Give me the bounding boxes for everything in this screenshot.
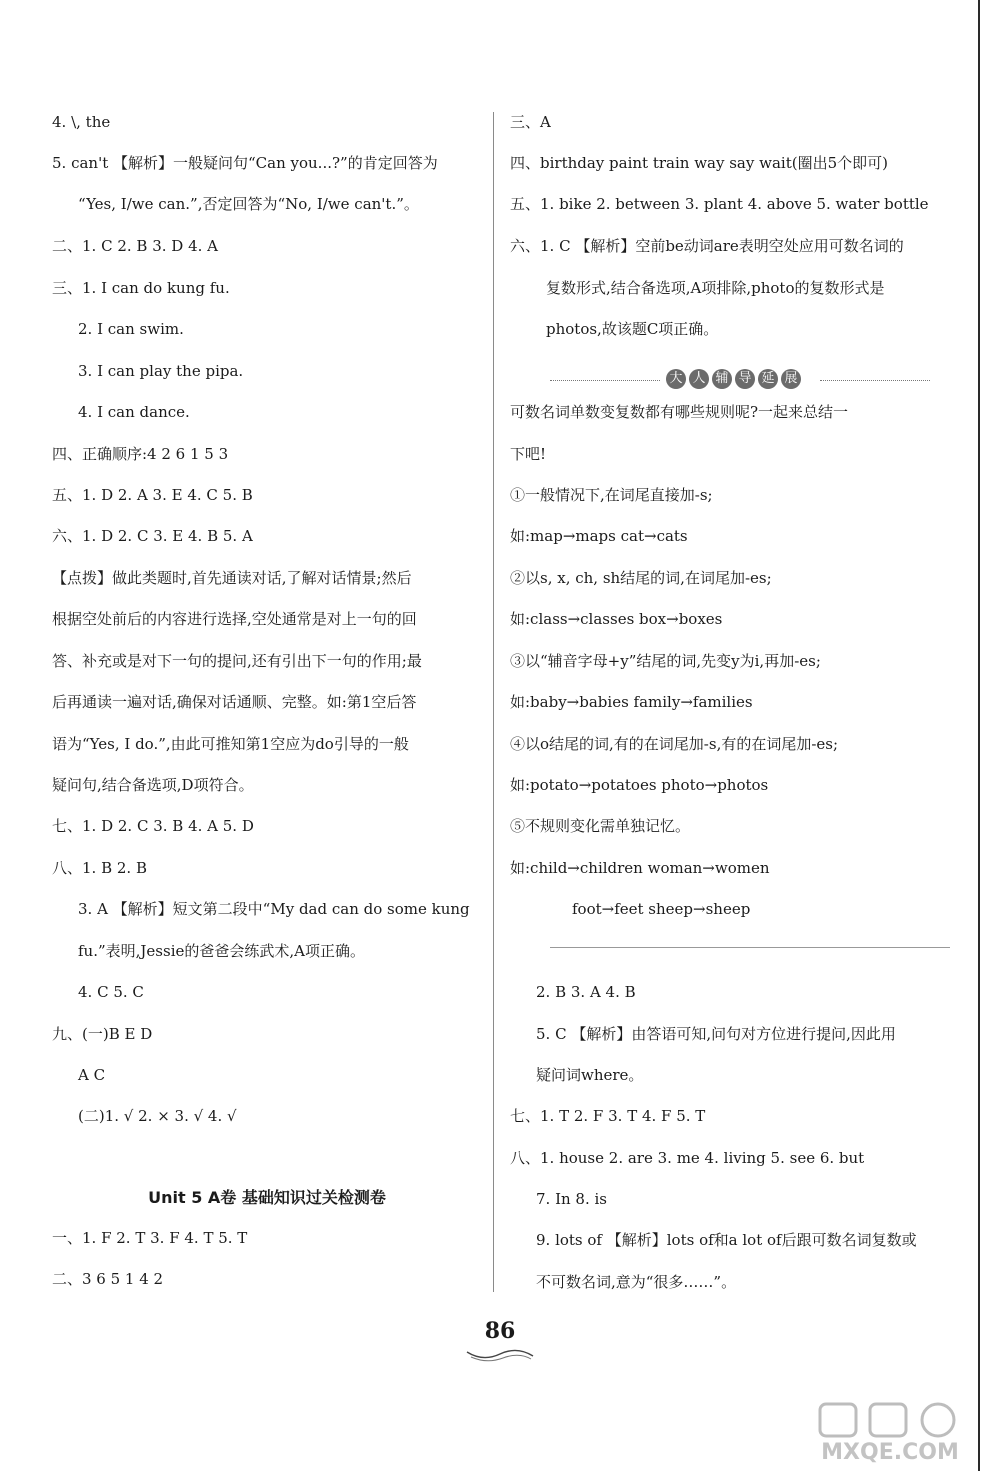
answer-line: 六、1. C 【解析】空前be动词are表明空处应用可数名词的: [510, 237, 904, 255]
tutoring-extension-banner: [550, 369, 930, 393]
answer-line: 不可数名词,意为“很多……”。: [536, 1273, 737, 1291]
rule-line: 可数名词单数变复数都有哪些规则呢?一起来总结一: [510, 403, 849, 421]
banner-char: 导: [735, 369, 755, 389]
answer-line: 疑问词where。: [536, 1066, 644, 1084]
rule-line: 如:potato→potatoes photo→photos: [510, 776, 769, 794]
banner-char: 大: [666, 369, 686, 389]
answer-line: 五、1. D 2. A 3. E 4. C 5. B: [52, 486, 253, 504]
answer-line: 三、A: [510, 113, 551, 131]
answer-line: 7. In 8. is: [536, 1190, 608, 1208]
rule-line: ③以“辅音字母+y”结尾的词,先变y为i,再加-es;: [510, 652, 821, 670]
tip-line: 语为“Yes, I do.”,由此可推知第1空应为do引导的一般: [52, 735, 409, 753]
answer-line: 八、1. B 2. B: [52, 859, 147, 877]
answer-line: 2. I can swim.: [78, 320, 184, 338]
banner-char: 展: [781, 369, 801, 389]
answer-line: 三、1. I can do kung fu.: [52, 279, 230, 297]
tip-line: 疑问句,结合备选项,D项符合。: [52, 776, 254, 794]
page-edge: [978, 0, 980, 1471]
answer-line: 一、1. F 2. T 3. F 4. T 5. T: [52, 1229, 248, 1247]
answer-line: 4. \, the: [52, 113, 111, 131]
banner-end-rule: [550, 947, 950, 948]
answer-line: 3. A 【解析】短文第二段中“My dad can do some kung: [78, 900, 470, 918]
answer-line: 3. I can play the pipa.: [78, 362, 244, 380]
tip-line: 答、补充或是对下一句的提问,还有引出下一句的作用;最: [52, 652, 422, 670]
answer-line: (二)1. √ 2. × 3. √ 4. √: [78, 1107, 237, 1125]
page-number: 86: [484, 1318, 516, 1344]
answer-line: 4. I can dance.: [78, 403, 190, 421]
banner-char: 人: [689, 369, 709, 389]
answer-line: 二、3 6 5 1 4 2: [52, 1270, 164, 1288]
banner-char: 辅: [712, 369, 732, 389]
unit-title: Unit 5 A卷 基础知识过关检测卷: [148, 1188, 386, 1207]
answer-line: 六、1. D 2. C 3. E 4. B 5. A: [52, 527, 253, 545]
answer-line: 5. can't 【解析】一般疑问句“Can you...?”的肯定回答为: [52, 154, 438, 172]
tip-line: 【点拨】做此类题时,首先通读对话,了解对话情景;然后: [52, 569, 412, 587]
answer-line: 四、birthday paint train way say wait(圈出5个即可): [510, 154, 888, 172]
answer-line: 八、1. house 2. are 3. me 4. living 5. see 6. but: [510, 1149, 865, 1167]
rule-line: 如:child→children woman→women: [510, 859, 770, 877]
tip-line: 根据空处前后的内容进行选择,空处通常是对上一句的回: [52, 610, 417, 628]
banner-title: [666, 369, 801, 389]
answer-line: 复数形式,结合备选项,A项排除,photo的复数形式是: [546, 279, 885, 297]
tip-line: 后再通读一遍对话,确保对话通顺、完整。如:第1空后答: [52, 693, 417, 711]
answer-line: 二、1. C 2. B 3. D 4. A: [52, 237, 218, 255]
answer-line: A C: [78, 1066, 106, 1084]
banner-char: 延: [758, 369, 778, 389]
answer-line: 五、1. bike 2. between 3. plant 4. above 5. water bottle: [510, 195, 929, 213]
watermark-logo-icon: [800, 1400, 980, 1440]
answer-line: 9. lots of 【解析】lots of和a lot of后跟可数名词复数或: [536, 1231, 917, 1249]
answer-line: photos,故该题C项正确。: [546, 320, 719, 338]
answer-line: 四、正确顺序:4 2 6 1 5 3: [52, 445, 229, 463]
answer-line: 5. C 【解析】由答语可知,问句对方位进行提问,因此用: [536, 1025, 896, 1043]
banner-rule-right: [820, 380, 930, 381]
banner-rule-left: [550, 380, 660, 381]
rule-line: ④以o结尾的词,有的在词尾加-s,有的在词尾加-es;: [510, 735, 839, 753]
rule-line: 如:map→maps cat→cats: [510, 527, 688, 545]
answer-line: 九、(一)B E D: [52, 1025, 153, 1043]
page-number-ornament: [465, 1346, 535, 1362]
answer-line: 七、1. T 2. F 3. T 4. F 5. T: [510, 1107, 706, 1125]
column-divider: [493, 112, 494, 1292]
answer-line: 2. B 3. A 4. B: [536, 983, 636, 1001]
answer-line: “Yes, I/we can.”,否定回答为“No, I/we can't.”。: [78, 195, 419, 213]
rule-line: ①一般情况下,在词尾直接加-s;: [510, 486, 713, 504]
rule-line: 如:baby→babies family→families: [510, 693, 753, 711]
rule-line: ②以s, x, ch, sh结尾的词,在词尾加-es;: [510, 569, 772, 587]
site-watermark: [800, 1400, 980, 1470]
rule-line: foot→feet sheep→sheep: [572, 900, 751, 918]
answer-line: 七、1. D 2. C 3. B 4. A 5. D: [52, 817, 254, 835]
rule-line: 如:class→classes box→boxes: [510, 610, 723, 628]
rule-line: ⑤不规则变化需单独记忆。: [510, 817, 691, 835]
rule-line: 下吧!: [510, 445, 547, 463]
answer-line: fu.”表明,Jessie的爸爸会练武术,A项正确。: [78, 942, 365, 960]
watermark-text: MXQE.COM: [821, 1440, 959, 1465]
answer-line: 4. C 5. C: [78, 983, 144, 1001]
